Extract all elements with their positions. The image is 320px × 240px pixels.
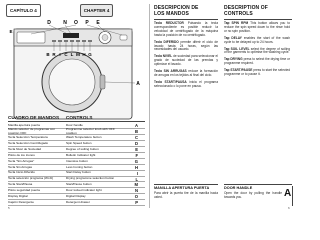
legend-label-es: Tecla Sin Arrugas	[8, 164, 33, 169]
legend-label-es: Tecla Selección Temperatura	[8, 135, 48, 140]
description-text: inicia el programa seleccionado o lo pone en pausa.	[154, 79, 218, 88]
description-text: permite diferir el ciclo de lavado hasta 24 horas, según las necesidades del usuario.	[154, 39, 219, 52]
description-term: Tecla REDUCTOR	[154, 21, 184, 25]
legend-label-en: Digital Display	[66, 194, 86, 199]
legend-letter: G	[134, 158, 138, 164]
foot-rule-en	[224, 184, 292, 185]
chapter-tab-es-header: CAPÍTULO	[10, 8, 33, 13]
legend-label-en: Wash Temperature button	[66, 135, 102, 140]
callout-letter: L	[70, 52, 74, 57]
section-letter: A	[284, 188, 292, 199]
rule-es	[154, 19, 218, 20]
description-term: Tap DELAY	[224, 35, 242, 40]
chapter-tab-es-number: 4	[34, 8, 37, 13]
rule-en	[224, 19, 292, 20]
description-column-es	[154, 22, 218, 92]
chapter-tab-en-number: 4	[106, 8, 110, 13]
legend-heading-en: CONTROLS	[66, 115, 93, 120]
legend-label-es: Display Digital	[8, 194, 28, 199]
legend-letter: P	[135, 200, 138, 206]
legend-label-es: Piloto de los Iconos	[8, 152, 35, 157]
legend-label-es: Tecla selección programa (Wi-Fi)	[8, 176, 54, 181]
legend-label-en: Less Ironing button	[66, 164, 93, 169]
detergent-drawer-drawing	[17, 32, 45, 43]
door-handle-text-en: Open the door by pulling the handle towards you.	[224, 191, 282, 199]
side-marker-rule	[292, 186, 293, 206]
legend-label-en: Intensive button	[66, 158, 88, 163]
description-text: reduce la formación de arrugas en los tejidos al final del ciclo.	[154, 69, 218, 77]
legend-label-en: Door handle	[66, 123, 83, 128]
right-page	[150, 0, 300, 212]
callout-letter: R	[52, 52, 56, 57]
legend-letter: B	[134, 129, 138, 135]
description-paragraph	[224, 22, 290, 34]
callout-letter: E	[96, 20, 100, 26]
description-text: press to start the selected programme or to pause it.	[224, 68, 291, 77]
description-term: Tecla SIN ARRUGAS	[154, 69, 187, 74]
legend-letter: E	[135, 147, 138, 153]
callout-letter: M	[76, 52, 80, 57]
legend-letter: C	[134, 135, 138, 141]
legend-letter: M	[134, 182, 138, 188]
description-paragraph	[154, 55, 218, 67]
legend-letter: L	[135, 176, 138, 182]
description-term: Tecla NIVEL	[154, 54, 173, 59]
legend-label-es: Tecla Nivel de Suciedad	[8, 146, 42, 151]
legend-label-es: Piloto seguridad puerta	[8, 188, 40, 193]
washing-machine-illustration	[8, 19, 143, 121]
legend-label-en: Bulletin Indicator light	[66, 152, 96, 157]
left-page	[0, 0, 150, 212]
description-term: Tap START/PAUSE	[224, 68, 253, 73]
legend-label-es: Tecla Inicio Diferido	[8, 170, 35, 175]
callout-letter: B	[46, 52, 50, 57]
description-paragraph	[224, 48, 290, 56]
legend-letter: O	[134, 194, 138, 200]
description-paragraph	[154, 81, 218, 89]
legend-letter: I	[136, 170, 138, 176]
legend-label-es: Tecla "Sin Arrugas"	[8, 158, 35, 163]
description-heading-en-line1: DESCRIPTION OF	[224, 5, 268, 11]
description-term: Tecla START/PAUSA	[154, 79, 187, 84]
description-term: Tap DRYING	[224, 57, 243, 62]
callout-letter: E	[9, 29, 13, 34]
door-handle-heading-en: DOOR HANDLE	[224, 186, 253, 190]
legend-row	[8, 200, 145, 206]
description-heading-es	[154, 6, 198, 17]
legend-label-es: Mando selector de programas con posición OFF	[8, 127, 55, 135]
legend-label-en: Drying programme selection button	[66, 176, 115, 181]
description-column-en	[224, 22, 290, 80]
legend-label-en: Programme selector knob with OFF position	[66, 127, 115, 135]
description-paragraph	[224, 69, 290, 77]
description-paragraph	[154, 70, 218, 78]
legend-label-en: Degree of soiling button	[66, 146, 99, 151]
legend-letter: A	[134, 123, 138, 129]
legend-heading-es: CUADRO DE MANDOS	[8, 115, 60, 120]
legend-label-es: Tecla Start/Pausa	[8, 182, 33, 187]
legend-label-en: Detergent drawer	[66, 199, 90, 204]
legend-letter: F	[135, 152, 138, 158]
legend-label-en: Start/Pause button	[66, 182, 92, 187]
legend-label-es: Cajetín Detergente	[8, 199, 34, 204]
description-paragraph	[154, 22, 218, 38]
description-text: enables the start of the wash cycle to be delayed up to 24 hours.	[224, 35, 290, 44]
chapter-tab-en	[80, 4, 114, 17]
chapter-tab-es	[6, 4, 41, 17]
description-text: select the degree of soiling of the garments to optimise the washing cycle.	[224, 46, 291, 55]
chapter-tabs	[6, 4, 113, 17]
description-term: Tap SPIN RPM	[224, 21, 249, 25]
callout-letter: G	[88, 52, 92, 57]
callout-letter: I	[59, 52, 61, 57]
callout-letter: O	[74, 20, 78, 26]
legend-label-es: Tecla Selección Centrifugado	[8, 140, 49, 145]
description-paragraph	[224, 58, 290, 66]
page-number: 6	[288, 206, 290, 210]
description-heading-en-line2: CONTROLS	[224, 10, 253, 17]
callout-letter: N	[63, 20, 67, 26]
chapter-tab-en-header: CHAPTER	[83, 8, 106, 13]
door-handle-text-es: Para abrir la puerta tire de la manilla hacia usted.	[154, 191, 218, 199]
page-number: 5	[8, 206, 10, 210]
description-term: Tap SOIL LEVEL	[224, 46, 250, 51]
legend-row-rule	[8, 205, 145, 206]
legend-rule	[8, 121, 145, 122]
description-heading-es-line2: LOS MANDOS	[154, 10, 189, 17]
callout-letter: H	[82, 52, 86, 57]
description-heading-es-line1: DESCRIPCION DE	[154, 5, 199, 11]
door-handle-heading-es: MANILLA APERTURA PUERTA	[154, 186, 210, 190]
callout-letter: C	[64, 52, 68, 57]
foot-rule-es	[154, 184, 218, 185]
description-text: de suciedad para seleccionar el grado de suciedad de las prendas y optimizar el lavado.	[154, 54, 218, 67]
description-paragraph	[154, 41, 218, 53]
legend-letter: D	[134, 141, 138, 147]
callout-letter: A	[136, 81, 140, 87]
legend-label-en: Spin Speed button	[66, 140, 92, 145]
callout-letter: P	[85, 20, 89, 26]
description-text: Pulsando la tecla correspondiente es posible reducir la velocidad de centrifugado de la máquina hasta la posición de no centrifugado.	[154, 21, 218, 37]
description-paragraph	[224, 37, 290, 45]
door-handle-drawing	[100, 75, 105, 89]
legend-letter: N	[134, 188, 138, 194]
legend-label-en: Door locked indicator light	[66, 188, 102, 193]
legend-label-en: Start Delay button	[66, 170, 91, 175]
callout-letter: D	[47, 20, 51, 26]
description-text: This button allows you to reduce the spin speed down to the rinse hold or no spin position.	[224, 21, 290, 33]
description-heading-en	[224, 6, 268, 17]
legend-letter: H	[134, 164, 138, 170]
legend-label-es: Manilla apertura puerta	[8, 123, 40, 128]
description-term: Tecla DIFERIDO	[154, 39, 179, 44]
description-text: press to select the drying time or programme required.	[224, 57, 291, 66]
